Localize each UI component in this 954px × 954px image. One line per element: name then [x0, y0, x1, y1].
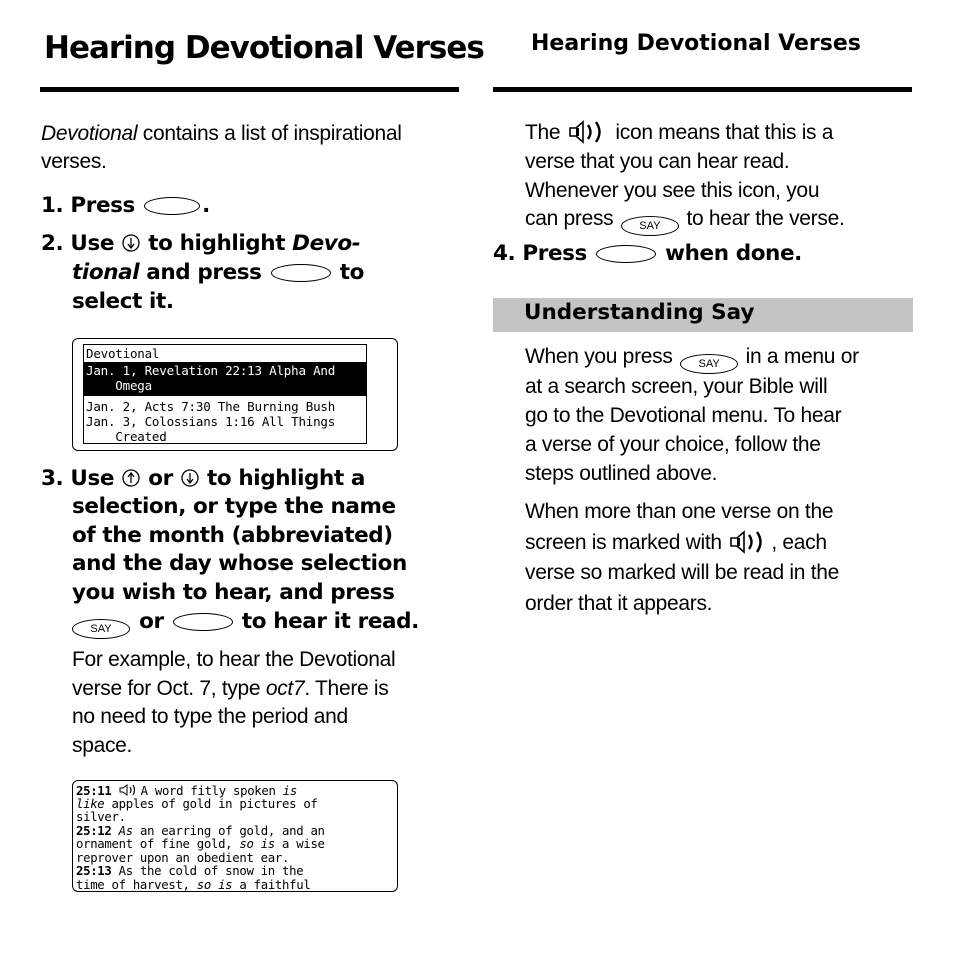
example-line-3: no need to type the period and [72, 705, 348, 728]
say-key-icon: SAY [72, 619, 130, 639]
section-heading-band [493, 298, 913, 332]
step-3-line-4: and the day whose selection [72, 551, 407, 576]
example-line-1: For example, to hear the Devotional [72, 648, 396, 671]
example-line-4: space. [72, 734, 133, 757]
say-key-icon: SAY [621, 216, 679, 236]
step-2-line-2: tional and press to [72, 260, 364, 285]
say-paragraph-line-2: at a search screen, your Bible will [525, 375, 828, 398]
blank-key-icon [173, 613, 233, 631]
verse-line: ornament of fine gold, so is a wise [76, 837, 325, 851]
highlighted-entry[interactable]: Jan. 1, Revelation 22:13 Alpha And Omega [84, 362, 366, 396]
verse-line: 25:12 As an earring of gold, and an [76, 823, 325, 838]
device-screen-verses [72, 780, 398, 892]
say-paragraph-line-1: When you press SAY in a menu or [525, 343, 859, 374]
menu-entry[interactable]: Jan. 3, Colossians 1:16 All Things [86, 414, 336, 429]
menu-entry-continued: Created [86, 429, 167, 444]
verse-line: silver. [76, 810, 126, 824]
device-screen-menu [72, 338, 398, 451]
down-arrow-icon [181, 468, 199, 488]
screen-title: Devotional [86, 346, 160, 361]
header-rule [493, 87, 912, 92]
say-key-icon: SAY [680, 354, 738, 374]
multi-verse-line-3: verse so marked will be read in the [525, 561, 839, 584]
page-title: Hearing Devotional Verses [44, 30, 484, 66]
step-3-line-6: SAY or to hear it read. [72, 607, 419, 639]
step-3-line-3: of the month (abbreviated) [72, 523, 393, 548]
blank-key-icon [271, 264, 331, 282]
step-4: 4. Press when done. [493, 241, 802, 266]
step-3-line-1: 3. Use or to highlight a [41, 466, 366, 491]
step-3-line-2: selection, or type the name [72, 494, 396, 519]
screen-display [83, 344, 367, 444]
step-2-line-1: 2. Use to highlight Devo- [41, 231, 361, 256]
verse-line: like apples of gold in pictures of [76, 796, 318, 811]
intro-term: Devotional [41, 122, 138, 145]
up-arrow-icon [122, 468, 140, 488]
intro-paragraph [41, 120, 461, 176]
icon-explanation-line-4: can press SAY to hear the verse. [525, 205, 844, 236]
verse-line: 25:11 A word fitly spoken is [76, 784, 297, 798]
multi-verse-line-2: screen is marked with , each [525, 531, 827, 554]
say-paragraph-line-4: a verse of your choice, follow the [525, 433, 821, 456]
title-rule [40, 87, 459, 92]
step-1: 1. Press . [41, 193, 210, 218]
speaker-icon [727, 530, 771, 554]
say-paragraph-line-3: go to the Devotional menu. To hear [525, 404, 842, 427]
multi-verse-line-1: When more than one verse on the [525, 500, 834, 523]
speaker-icon [119, 784, 141, 796]
say-paragraph-line-5: steps outlined above. [525, 462, 718, 485]
icon-explanation-line-3: Whenever you see this icon, you [525, 179, 820, 202]
verse-line: time of harvest, so is a faithful [76, 877, 311, 892]
multi-verse-line-4: order that it appears. [525, 592, 713, 615]
step-3-line-5: you wish to hear, and press [72, 580, 395, 605]
intro-text: contains a list of inspirational verses. [41, 122, 402, 173]
verse-line: reprover upon an obedient ear. [76, 850, 290, 865]
example-line-2: verse for Oct. 7, type oct7. There is [72, 677, 389, 700]
down-arrow-icon [122, 233, 140, 253]
speaker-icon [566, 120, 610, 144]
step-2-line-3: select it. [72, 289, 174, 314]
blank-key-icon [144, 197, 200, 215]
icon-explanation-line-2: verse that you can hear read. [525, 150, 790, 173]
section-heading: Understanding Say [524, 300, 755, 325]
verse-line: 25:13 As the cold of snow in the [76, 864, 304, 878]
blank-key-icon [596, 245, 656, 263]
running-header: Hearing Devotional Verses [531, 31, 861, 56]
menu-entry[interactable]: Jan. 2, Acts 7:30 The Burning Bush [86, 399, 336, 414]
icon-explanation-line-1: The icon means that this is a [525, 121, 834, 144]
